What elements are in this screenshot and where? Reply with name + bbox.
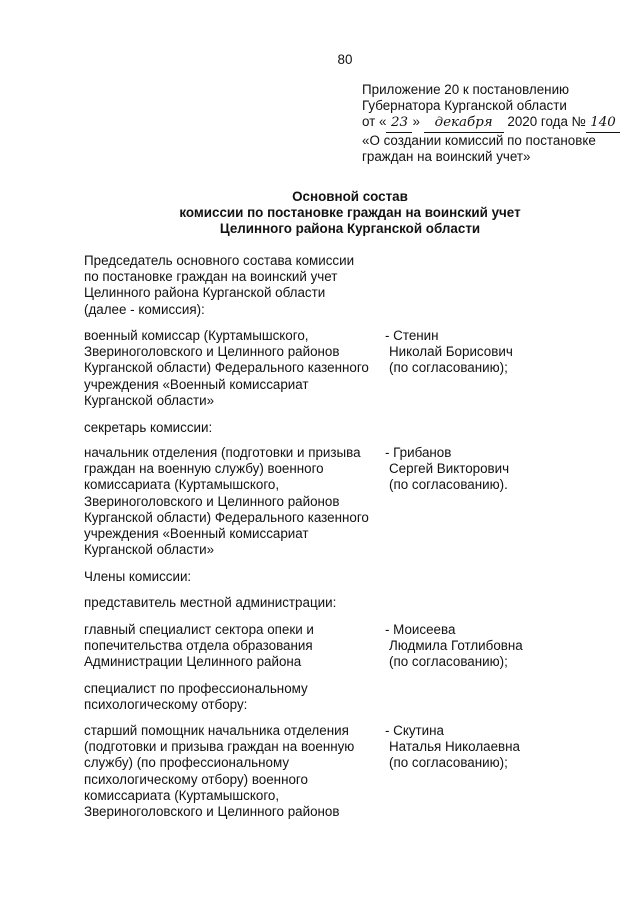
secretary-position [84, 445, 384, 558]
position-line: Курганской области) Федерального казенного [84, 509, 369, 525]
psych-person [385, 723, 635, 772]
document-title [150, 189, 550, 238]
person-name: Наталья Николаевна [389, 739, 520, 755]
appendix-header [362, 82, 632, 165]
position-line: (подготовки и призыва граждан на военную [84, 739, 355, 755]
psych-heading-line: специалист по профессиональному [84, 681, 308, 696]
position-line: военный комиссар (Куртамышского, [84, 328, 309, 343]
handwritten-number: 140 [586, 115, 620, 132]
title-line-2: комиссии по постановке граждан на воинский учет [179, 205, 521, 221]
position-line: Курганской области» [84, 542, 215, 558]
title-line-1: Основной состав [292, 189, 408, 204]
position-line: Курганской области) Федерального казенного [84, 360, 369, 376]
page-number: 80 [337, 52, 353, 67]
person-note: (по согласованию); [389, 654, 508, 670]
local-admin-heading: представитель местной администрации: [84, 595, 337, 610]
psych-heading [84, 681, 384, 713]
position-line: учреждения «Военный комиссариат [84, 376, 309, 392]
secretary-heading: секретарь комиссии: [84, 420, 213, 435]
person-name: Сергей Викторович [389, 461, 510, 477]
local-admin-position [84, 622, 384, 671]
position-line: старший помощник начальника отделения [84, 723, 349, 738]
person-note: (по согласованию); [389, 360, 508, 376]
members-heading: Члены комиссии: [84, 569, 192, 584]
appendix-line-1: Приложение 20 к постановлению [362, 82, 570, 97]
date-mid: » [412, 114, 420, 130]
person-surname: - Моисеева [385, 622, 456, 637]
person-note: (по согласованию); [389, 755, 508, 771]
person-surname: - Стенин [385, 328, 439, 343]
position-line: комиссариата (Куртамышского, [84, 477, 280, 493]
psych-position [84, 723, 384, 820]
chairman-position [84, 328, 384, 409]
chairman-person [385, 328, 635, 377]
person-surname: - Скутина [385, 723, 445, 738]
chairman-heading [84, 253, 384, 318]
person-note: (по согласованию). [389, 477, 508, 493]
handwritten-month: декабря [424, 115, 504, 132]
local-admin-person [385, 622, 635, 671]
position-line: Звериноголовского и Целинного районов [84, 344, 340, 360]
chairman-heading-line: Председатель основного состава комиссии [84, 253, 355, 268]
position-line: учреждения «Военный комиссариат [84, 526, 309, 542]
position-line: главный специалист сектора опеки и [84, 622, 314, 637]
position-line: начальник отделения (подготовки и призыва [84, 445, 361, 460]
position-line: попечительства отдела образования [84, 638, 313, 654]
appendix-line-5: граждан на воинский учет» [362, 148, 531, 164]
position-line: Курганской области» [84, 392, 215, 408]
handwritten-day: 23 [386, 115, 412, 132]
person-surname: - Грибанов [385, 445, 452, 460]
appendix-line-4: «О создании комиссий по постановке [362, 132, 596, 148]
position-line: Администрации Целинного района [84, 654, 302, 670]
date-year: 2020 года № [507, 114, 586, 130]
secretary-person [385, 445, 635, 494]
person-name: Николай Борисович [389, 344, 513, 360]
person-name: Людмила Готлибовна [389, 638, 523, 654]
chairman-heading-line: по постановке граждан на воинский учет [84, 269, 338, 285]
chairman-heading-line: Целинного района Курганской области [84, 285, 326, 301]
appendix-line-2: Губернатора Курганской области [362, 98, 567, 114]
position-line: службу) (по профессиональному [84, 755, 290, 771]
position-line: комиссариата (Куртамышского, [84, 787, 280, 803]
position-line: психологическому отбору) военного [84, 771, 308, 787]
title-line-3: Целинного района Курганской области [219, 221, 481, 237]
chairman-heading-line: (далее - комиссия): [84, 301, 205, 317]
appendix-date-line [362, 114, 632, 132]
position-line: Звериноголовского и Целинного районов [84, 804, 340, 820]
psych-heading-line: психологическому отбору: [84, 697, 248, 713]
date-prefix: от « [362, 114, 387, 130]
position-line: Звериноголовского и Целинного районов [84, 493, 340, 509]
position-line: граждан на военную службу) военного [84, 461, 324, 477]
